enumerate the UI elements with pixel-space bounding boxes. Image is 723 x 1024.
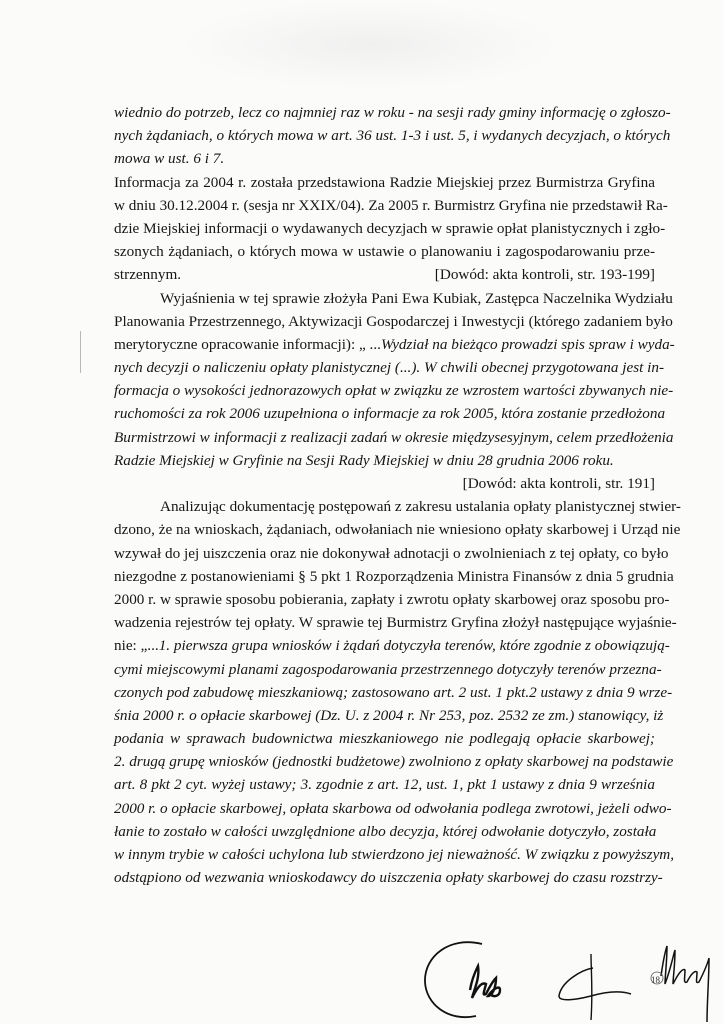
text-line: [114, 194, 668, 217]
text-line: [114, 449, 655, 472]
text-line: [114, 263, 655, 286]
scan-noise: [180, 0, 560, 90]
text-line: [114, 379, 674, 402]
text-span: [Dowód: akta kontroli, str. 191]: [462, 475, 655, 492]
text-line: [114, 426, 674, 449]
text-span: Informacja za 2004 r. została przedstawiona Radzie Miejskiej przez Burmistrza Gryfina: [114, 173, 655, 191]
text-span: formacja o wysokości jednorazowych opłat w związku ze wzrostem wartości zbywanych nie-: [114, 382, 674, 400]
text-line: [114, 495, 681, 518]
text-span: wiednio do potrzeb, lecz co najmniej raz w roku - na sesji rady gminy informację o zgłoszo-: [114, 104, 671, 121]
text-line: [114, 565, 674, 588]
text-line: [114, 240, 655, 263]
text-line: [114, 773, 655, 796]
text-span: podania w sprawach budownictwa mieszkaniowego nie podlegają opłacie skarbowej;: [114, 730, 655, 748]
text-line: [114, 727, 655, 750]
text-line: [114, 217, 666, 240]
text-span: nych decyzji o naliczeniu opłaty planistycznej (...). W chwili obecnej przygotowana jest in-: [114, 359, 665, 377]
text-span: Analizując dokumentację postępowań z zakresu ustalania opłaty planistycznej stwier-: [160, 498, 681, 516]
document-body: [114, 101, 681, 889]
text-span: czonych pod zabudowę mieszkaniową; zastosowano art. 2 ust. 1 pkt.2 ustawy z dnia 9 wrze-: [114, 683, 673, 701]
text-line: [114, 542, 669, 565]
text-span: w dniu 30.12.2004 r. (sesja nr XXIX/04). Za 2005 r. Burmistrz Gryfina nie przedstawił Ra-: [114, 196, 668, 214]
text-span: 2. drugą grupę wniosków (jednostki budżetowe) zwolniono z opłaty skarbowej na podstawie: [114, 753, 674, 771]
signature-left: [555, 950, 635, 1024]
text-line: [114, 310, 673, 333]
text-line: [114, 797, 672, 820]
text-line: [114, 611, 677, 634]
text-line: [114, 333, 675, 356]
text-span: Radzie Miejskiej w Gryfinie na Sesji Rady Miejskiej w dniu 28 grudnia 2006 roku.: [114, 451, 614, 469]
text-span: śnia 2000 r. o opłacie skarbowej (Dz. U. z 2004 r. Nr 253, poz. 2532 ze zm.) stanowiący, iż: [114, 706, 664, 724]
text-span: łanie to zostało w całości uwzględnione albo decyzja, której odwołanie dotyczyło, została: [114, 822, 657, 840]
text-line: [114, 518, 681, 541]
text-span: wzywał do jej uiszczenia oraz nie dokonywał adnotacji o zwolnieniach z tej opłaty, co było: [114, 544, 669, 562]
text-span: ruchomości za rok 2006 uzupełniona o informacje za rok 2005, która zostanie przedłożona: [114, 405, 666, 423]
text-span: merytoryczne opracowanie informacji): „ ...: [114, 335, 381, 353]
evidence-reference: [Dowód: akta kontroli, str. 193-199]: [434, 266, 655, 284]
text-line: [114, 402, 666, 425]
page-number: 18: [651, 975, 660, 985]
text-span: art. 8 pkt 2 cyt. wyżej ustawy; 3. zgodnie z art. 12, ust. 1, pkt 1 ustawy z dnia 9 września: [114, 776, 655, 794]
text-span: Wyjaśnienia w tej sprawie złożyła Pani Ewa Kubiak, Zastępca Naczelnika Wydziału: [160, 289, 673, 307]
text-line: [114, 472, 655, 495]
text-line: [114, 356, 665, 379]
text-line: [114, 634, 670, 657]
margin-mark: [80, 331, 81, 373]
text-line: [114, 658, 662, 681]
text-span: Burmistrzowi w informacji z realizacji zadań w okresie międzysesyjnym, celem przedłożenia: [114, 428, 674, 446]
text-line: [114, 588, 670, 611]
text-line: [114, 147, 655, 170]
text-line: [114, 101, 671, 124]
text-line: [114, 171, 655, 194]
text-span: w innym trybie w całości uchylona lub stwierdzono jej nieważność. W związku z powyższym,: [114, 846, 675, 863]
text-span: nych żądaniach, o których mowa w art. 36 ust. 1-3 i ust. 5, i wydanych decyzjach, o których: [114, 127, 671, 145]
text-line: [114, 866, 663, 889]
text-line: [114, 843, 675, 866]
text-span: cymi miejscowymi planami zagospodarowania przestrzennego dotyczyły terenów przezna-: [114, 660, 662, 678]
text-span: szonych żądaniach, o których mowa w ustawie o planowaniu i zagospodarowaniu prze-: [114, 243, 655, 261]
text-span: wadzenia rejestrów tej opłaty. W sprawie tej Burmistrz Gryfina złożył następujące wyjaśnie-: [114, 614, 677, 632]
text-line: [114, 820, 655, 843]
text-span: odstąpiono od wezwania wnioskodawcy do uiszczenia opłaty skarbowej do czasu rozstrzy-: [114, 869, 663, 887]
text-line: [114, 287, 673, 310]
text-span: nie: „...: [114, 637, 159, 655]
text-span: mowa w ust. 6 i 7.: [114, 150, 225, 168]
text-span: niezgodne z postanowieniami § 5 pkt 1 Rozporządzenia Ministra Finansów z dnia 5 grudnia: [114, 567, 674, 585]
text-span: 1. pierwsza grupa wniosków i żądań dotyczyła terenów, które zgodnie z obowiązują-: [158, 637, 670, 655]
text-span: dzono, że na wnioskach, żądaniach, odwołaniach nie wniesiono opłaty skarbowej i Urząd nie: [114, 521, 681, 539]
text-line: [114, 704, 664, 727]
signature-initials-circled: [420, 938, 520, 1024]
text-span: Wydział na bieżąco prowadzi spis spraw i wyda-: [380, 335, 675, 353]
text-span: dzie Miejskiej informacji o wydawanych decyzjach w sprawie opłat planistycznych i zgło-: [114, 219, 666, 237]
text-line: [114, 681, 673, 704]
text-span: 2000 r. o opłacie skarbowej, opłata skarbowa od odwołania podlega zwrotowi, jeżeli odwo-: [114, 799, 672, 817]
text-span: Planowania Przestrzennego, Aktywizacji Gospodarczej i Inwestycji (którego zadaniem było: [114, 312, 673, 330]
text-line: [114, 750, 674, 773]
text-span: 2000 r. w sprawie sposobu pobierania, zapłaty i zwrotu opłaty skarbowej oraz sposobu pro-: [114, 590, 670, 608]
text-span: strzennym.: [114, 266, 182, 284]
text-line: [114, 124, 671, 147]
